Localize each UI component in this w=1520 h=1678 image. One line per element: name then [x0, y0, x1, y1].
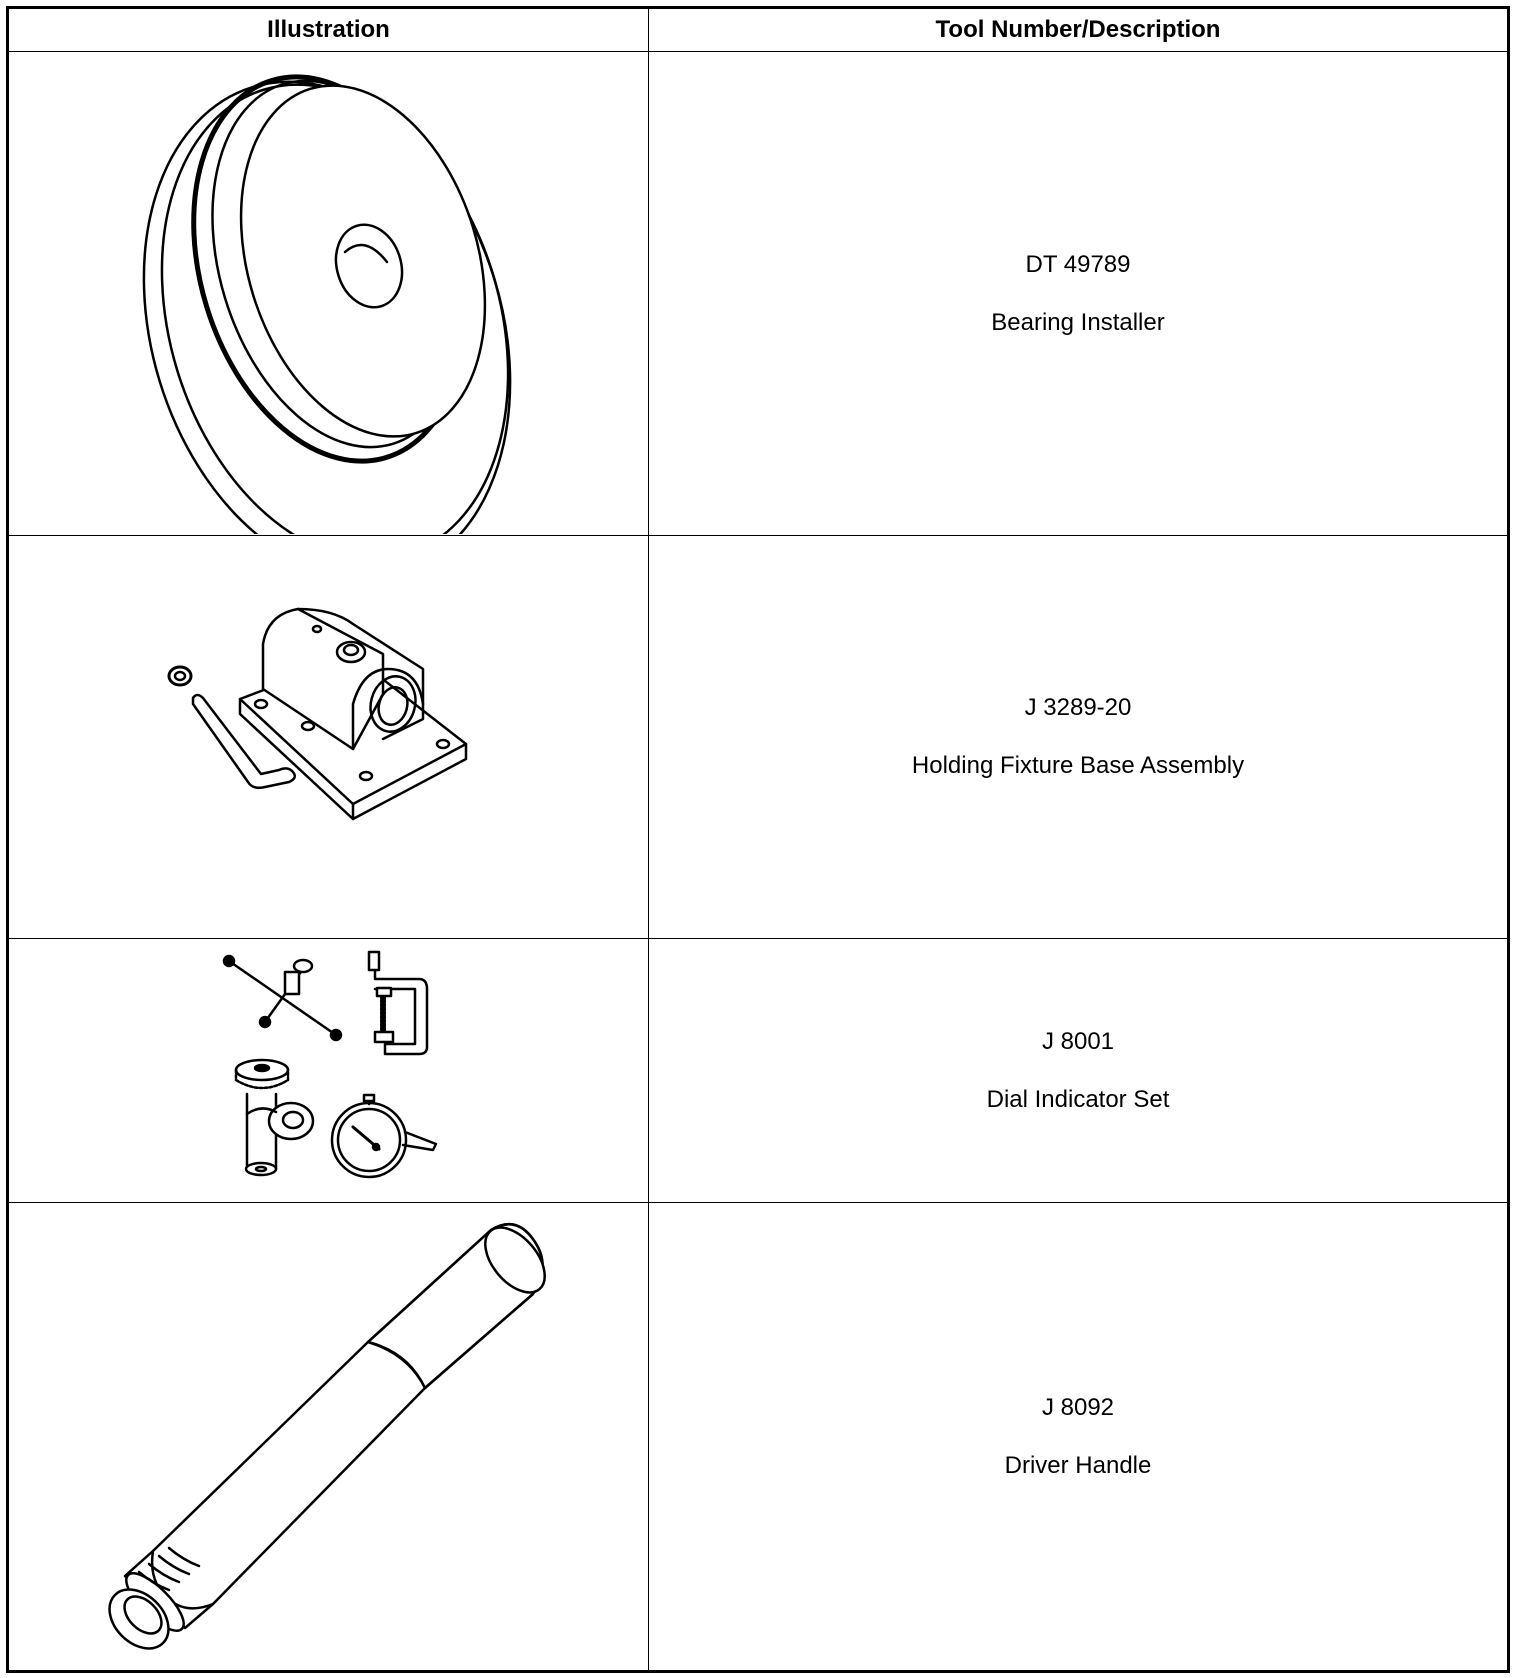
description-cell: [649, 939, 1507, 1202]
illustration-cell: [9, 1203, 649, 1670]
driver-handle-illustration: [9, 1203, 648, 1669]
table-row: [9, 938, 1507, 1202]
tool-description: Dial Indicator Set: [986, 1085, 1170, 1113]
tool-description: Holding Fixture Base Assembly: [911, 752, 1245, 779]
tool-description: Driver Handle: [1004, 1451, 1152, 1479]
tool-number: J 3289-20: [1024, 694, 1132, 721]
description-cell: [649, 52, 1507, 535]
illustration-cell: [9, 52, 649, 535]
table-row: [9, 1202, 1507, 1670]
tool-description: Bearing Installer: [991, 308, 1165, 336]
description-cell: [649, 536, 1507, 938]
dial-indicator-set-illustration: [9, 939, 648, 1201]
holding-fixture-illustration: [9, 536, 648, 937]
tool-table: [6, 6, 1510, 1673]
tool-number: J 8092: [1041, 1393, 1115, 1421]
description-cell: [649, 1203, 1507, 1670]
header-description: [649, 9, 1507, 51]
illustration-cell: [9, 939, 649, 1202]
header-illustration-label: Illustration: [267, 16, 390, 43]
illustration-cell: [9, 536, 649, 938]
tool-number: J 8001: [1041, 1027, 1115, 1055]
table-row: [9, 535, 1507, 938]
header-illustration: [9, 9, 649, 51]
bearing-installer-illustration: [9, 52, 648, 534]
table-header: [9, 9, 1507, 51]
table-row: [9, 51, 1507, 535]
tool-number: DT 49789: [1025, 250, 1131, 278]
header-description-label: Tool Number/Description: [935, 16, 1221, 43]
